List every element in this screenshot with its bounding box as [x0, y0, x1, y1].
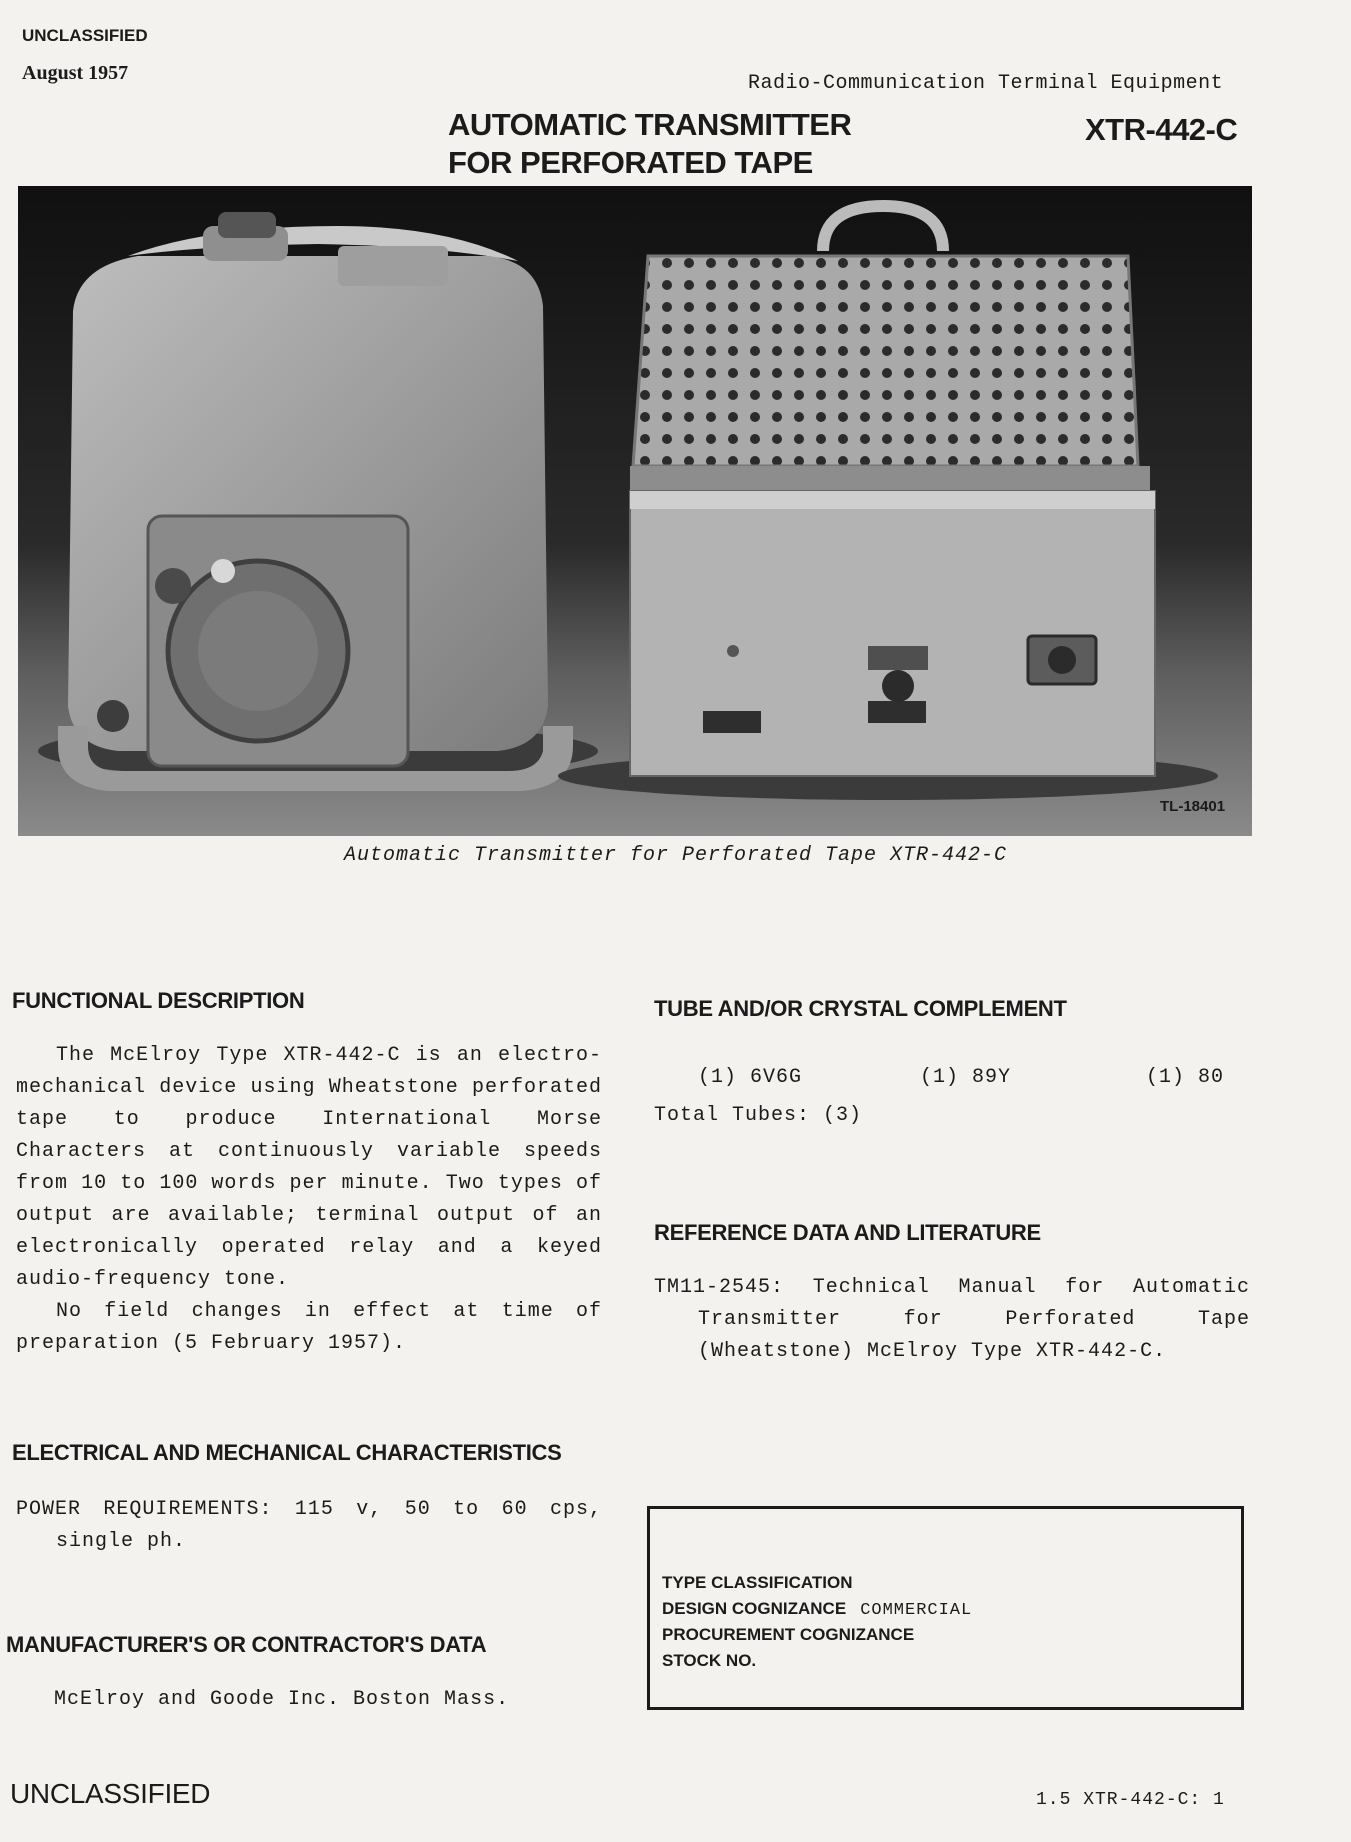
model-number: XTR-442-C	[1085, 112, 1238, 147]
title-line-1: AUTOMATIC TRANSMITTER	[448, 107, 852, 142]
tube-item: (1) 6V6G	[698, 1066, 803, 1089]
tube-item: (1) 80	[1146, 1066, 1225, 1089]
functional-description-heading: FUNCTIONAL DESCRIPTION	[12, 988, 305, 1013]
manufacturer-text: McElroy and Goode Inc. Boston Mass.	[54, 1688, 510, 1711]
functional-description-paragraph-1: The McElroy Type XTR-442-C is an electro-mechanical device using Wheatstone perforated tape to produce International Morse Characters at continuously variable speeds from 10 to 100 words per minute. Two types of output are available; terminal output of an electronically operated relay and a keyed audio-frequency tone.	[16, 1044, 602, 1291]
stock-number-row	[662, 1651, 770, 1672]
photo-code: TL-18401	[1160, 798, 1226, 815]
design-cognizance-value: COMMERCIAL	[860, 1601, 973, 1620]
functional-description-paragraph-2: No field changes in effect at time of preparation (5 February 1957).	[16, 1300, 602, 1355]
tube-complement-heading: TUBE AND/OR CRYSTAL COMPLEMENT	[654, 996, 1067, 1021]
top-classification-marking: UNCLASSIFIED	[22, 26, 148, 45]
photo-caption: Automatic Transmitter for Perforated Tape XTR-442-C	[343, 844, 1008, 867]
document-title	[448, 106, 851, 182]
bottom-classification-marking: UNCLASSIFIED	[10, 1778, 211, 1809]
title-line-2: FOR PERFORATED TAPE	[448, 145, 813, 180]
design-cognizance-label: DESIGN COGNIZANCE	[662, 1599, 847, 1618]
power-requirements	[16, 1494, 602, 1558]
reference-entry: TM11-2545: Technical Manual for Automatic Transmitter for Perforated Tape (Wheatstone) McElroy Type XTR-442-C.	[654, 1276, 1250, 1363]
tube-list	[698, 1062, 1254, 1094]
document-date: August 1957	[22, 62, 129, 84]
manufacturer-heading: MANUFACTURER'S OR CONTRACTOR'S DATA	[6, 1632, 487, 1657]
functional-description-body	[16, 1040, 602, 1360]
total-tubes: Total Tubes: (3)	[654, 1104, 863, 1127]
page-reference: 1.5 XTR-442-C: 1	[1036, 1790, 1225, 1810]
procurement-cognizance-row	[662, 1625, 928, 1646]
electrical-mechanical-heading: ELECTRICAL AND MECHANICAL CHARACTERISTICS	[12, 1440, 562, 1465]
equipment-category: Radio-Communication Terminal Equipment	[748, 72, 1224, 95]
equipment-photograph	[18, 186, 1252, 836]
procurement-cognizance-label: PROCUREMENT COGNIZANCE	[662, 1625, 915, 1644]
classification-box	[647, 1506, 1244, 1710]
type-classification-row	[662, 1573, 866, 1594]
power-requirements-text: POWER REQUIREMENTS: 115 v, 50 to 60 cps, single ph.	[16, 1498, 602, 1553]
tape-reader-unit	[38, 212, 598, 791]
stock-number-label: STOCK NO.	[662, 1651, 757, 1670]
reference-data-body	[654, 1272, 1250, 1368]
tube-item: (1) 89Y	[920, 1066, 1012, 1089]
perforated-cabinet-unit	[558, 206, 1218, 800]
type-classification-label: TYPE CLASSIFICATION	[662, 1573, 853, 1592]
design-cognizance-row	[662, 1599, 972, 1620]
reference-data-heading: REFERENCE DATA AND LITERATURE	[654, 1220, 1041, 1245]
